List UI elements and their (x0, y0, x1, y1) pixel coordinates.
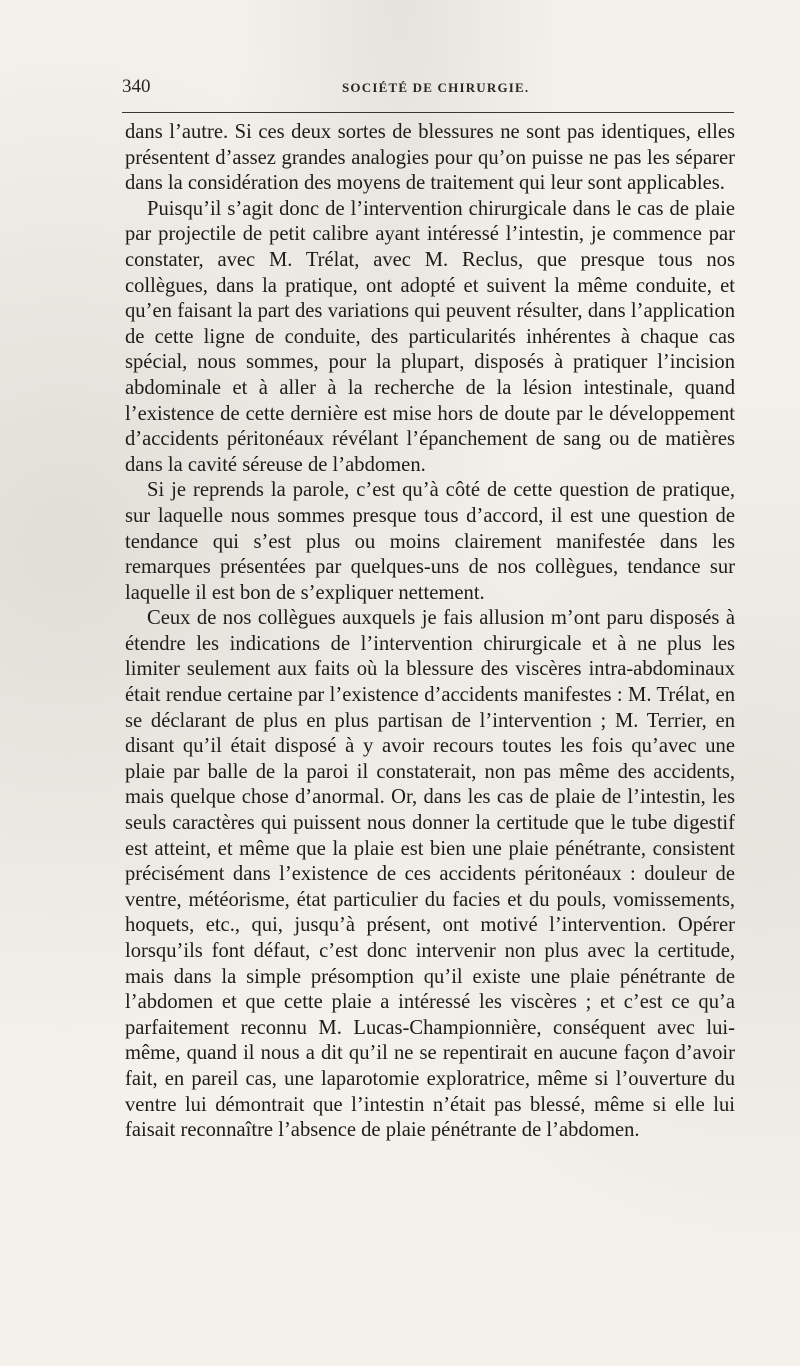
paragraph: Ceux de nos collègues auxquels je fais allusion m’ont paru disposés à étendre les indications de l’intervention chirurgicale et à ne plus les limiter seulement aux faits où la blessure des viscères intra-abdominaux était rendue certaine par l’existence d’accidents manifestes : M. Trélat, en se déclarant de plus en plus partisan de l’intervention ; M. Terrier, en disant qu’il était disposé à y avoir recours toutes les fois qu’avec une plaie par balle de la paroi il constaterait, non pas même des accidents, mais quelque chose d’anormal. Or, dans les cas de plaie de l’intestin, les seuls caractères qui puissent nous donner la certitude que le tube digestif est atteint, et même que la plaie est bien une plaie pénétrante, consistent précisément dans l’existence de ces accidents péritonéaux : douleur de ventre, météorisme, état particulier du facies et du pouls, vomissements, hoquets, etc., qui, jusqu’à présent, ont motivé l’intervention. Opérer lorsqu’ils font défaut, c’est donc intervenir non plus avec la certitude, mais dans la simple présomption qu’il existe une plaie pénétrante de l’abdomen et que cette plaie a intéressé les viscères ; et c’est ce qu’a parfaitement reconnu M. Lucas-Championnière, conséquent avec lui-même, quand il nous a dit qu’il ne se repentirait en aucune façon d’avoir fait, en pareil cas, une laparotomie exploratrice, même si l’ouverture du ventre lui démontrait que l’intestin n’était pas blessé, même si elle lui faisait reconnaître l’absence de plaie pénétrante de l’abdomen. (125, 607, 735, 1142)
paragraph: Puisqu’il s’agit donc de l’intervention chirurgicale dans le cas de plaie par projectile de petit calibre ayant intéressé l’intestin, je commence par constater, avec M. Trélat, avec M. Reclus, que presque tous nos collègues, dans la pratique, ont adopté et suivent la même conduite, et qu’en faisant la part des variations qui peuvent résulter, dans l’application de cette ligne de conduite, des particularités inhérentes à chaque cas spécial, nous sommes, pour la plupart, disposés à pratiquer l’incision abdominale et à aller à la recherche de la lésion intestinale, quand l’existence de cette dernière est mise hors de doute par le développement d’accidents péritonéaux révélant l’épanchement de sang ou de matières dans la cavité séreuse de l’abdomen. (125, 197, 735, 476)
body-text (125, 120, 735, 1144)
page-number: 340 (122, 76, 151, 97)
header-rule (122, 112, 734, 113)
running-head: SOCIÉTÉ DE CHIRURGIE. (342, 80, 530, 95)
page-header (122, 76, 734, 102)
paragraph: Si je reprends la parole, c’est qu’à côté de cette question de pratique, sur laquelle nous sommes presque tous d’accord, il est une question de tendance qui s’est plus ou moins clairement manifestée dans les remarques présentées par quelques-uns de nos collègues, tendance sur laquelle il est bon de s’expliquer nettement. (125, 479, 735, 604)
paragraph-continuation: dans l’autre. Si ces deux sortes de blessures ne sont pas identiques, elles présentent d’assez grandes analogies pour qu’on puisse ne pas les séparer dans la considération des moyens de traitement qui leur sont applicables. (125, 121, 735, 195)
